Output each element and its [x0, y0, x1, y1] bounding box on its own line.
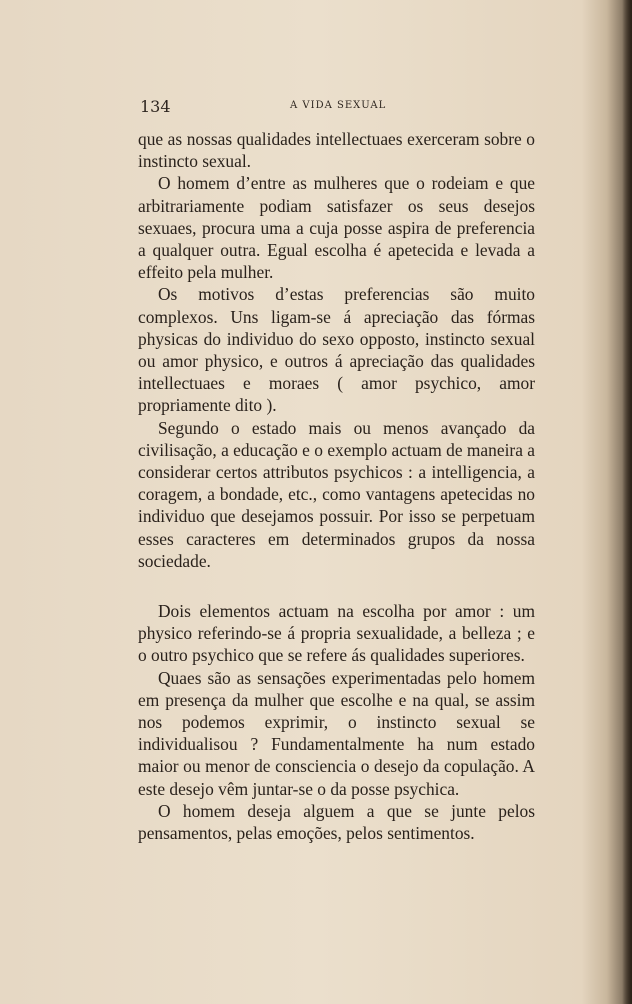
section-break: [138, 572, 535, 600]
running-head: A VIDA SEXUAL: [290, 100, 387, 111]
page-edge-shadow: [622, 0, 632, 1004]
page-header: [140, 97, 536, 117]
paragraph-continuation: que as nossas qualidades intellectuaes exerceram sobre o instincto sexual.: [138, 129, 535, 172]
page-number: 134: [140, 97, 171, 116]
paragraph: Os motivos d’estas preferencias são muito complexos. Uns ligam-se á apreciação das fórmas physicas do individuo do sexo opposto, instincto sexual ou amor physico, e outros á apreciação das qualidades intellectuaes e moraes ( amor psychico, amor propriamente dito ).: [138, 284, 535, 416]
paragraph: Segundo o estado mais ou menos avançado da civilisação, a educação e o exemplo actuam de maneira a considerar certos attributos psychicos : a intelligencia, a coragem, a bondade, etc., como vantagens apetecidas no individuo que desejamos possuir. Por isso se perpetuam esses caracteres em determinados grupos da nossa sociedade.: [138, 417, 535, 571]
paragraph: O homem d’entre as mulheres que o rodeiam e que arbitrariamente podiam satisfazer os seus desejos sexuaes, procura uma a cuja posse aspira de preferencia a qualquer outra. Egual escolha é apetecida e levada a effeito pela mulher.: [138, 173, 535, 283]
paragraph: O homem deseja alguem a que se junte pelos pensamentos, pelas emoções, pelos sentimentos.: [138, 800, 535, 844]
paragraph: Dois elementos actuam na escolha por amor : um physico referindo-se á propria sexualidade, a belleza ; e o outro psychico que se refere ás qualidades superiores.: [138, 601, 535, 666]
body-text: [138, 128, 535, 844]
paragraph: Quaes são as sensações experimentadas pelo homem em presença da mulher que escolhe e na qual, se assim nos podemos exprimir, o instincto sexual se individualisou ? Fundamentalmente ha num estado maior ou menor de consciencia o desejo da copulação. A este desejo vêm juntar-se o da posse psychica.: [138, 667, 535, 799]
